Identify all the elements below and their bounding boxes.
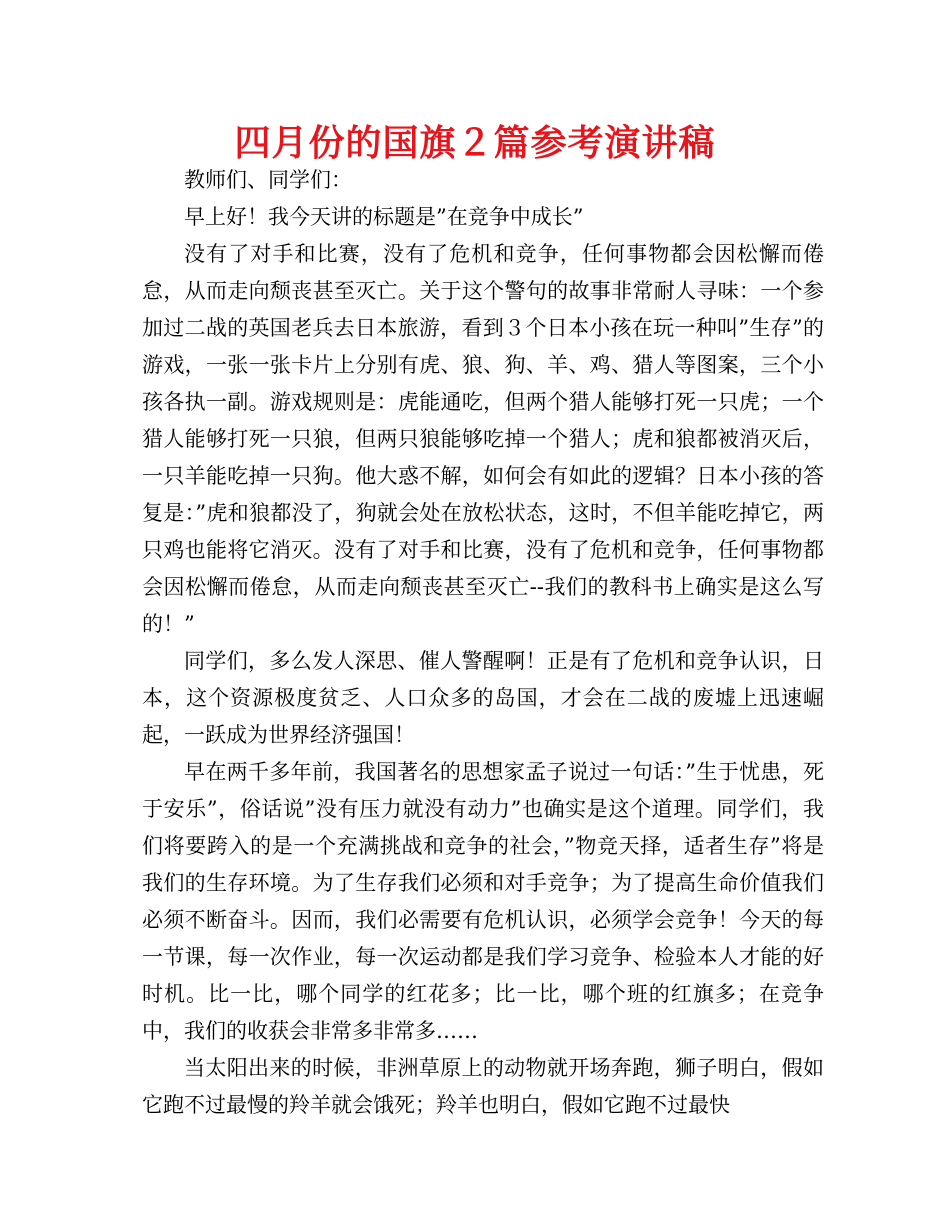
- paragraph-reflection: 同学们，多么发人深思、催人警醒啊！正是有了危机和竞争认识，日本，这个资源极度贫乏、人口众多的岛国，才会在二战的废墟上迅速崛起，一跃成为世界经济强国！: [142, 649, 824, 747]
- document-body: [142, 162, 824, 1124]
- paragraph-savanna: 当太阳出来的时候，非洲草原上的动物就开场奔跑，狮子明白，假如它跑不过最慢的羚羊就会饿死；羚羊也明白，假如它跑不过最快: [142, 1056, 824, 1117]
- paragraph-story: 没有了对手和比赛，没有了危机和竞争，任何事物都会因松懈而倦怠，从而走向颓丧甚至灭亡。关于这个警句的故事非常耐人寻味：一个参加过二战的英国老兵去日本旅游，看到３个日本小孩在玩一种叫”生存”的游戏，一张一张卡片上分别有虎、狼、狗、羊、鸡、猎人等图案，三个小孩各执一副。游戏规则是：虎能通吃，但两个猎人能够打死一只虎；一个猎人能够打死一只狼，但两只狼能够吃掉一个猎人；虎和狼都被消灭后，一只羊能吃掉一只狗。他大惑不解，如何会有如此的逻辑？日本小孩的答复是：”虎和狼都没了，狗就会处在放松状态，这时，不但羊能吃掉它，两只鸡也能将它消灭。没有了对手和比赛，没有了危机和竞争，任何事物都会因松懈而倦怠，从而走向颓丧甚至灭亡--我们的教科书上确实是这么写的！”: [142, 242, 824, 636]
- paragraph-greeting: 早上好！我今天讲的标题是”在竞争中成长”: [184, 205, 584, 229]
- paragraph-salutation: 教师们、同学们：: [184, 168, 352, 192]
- document-title: 四月份的国旗２篇参考演讲稿: [234, 123, 716, 164]
- paragraph-mencius: 早在两千多年前，我国著名的思想家孟子说过一句话：”生于忧患，死于安乐”，俗话说”没有压力就没有动力”也确实是这个道理。同学们，我们将要跨入的是一个充满挑战和竞争的社会，”物竞天择，适者生存”将是我们的生存环境。为了生存我们必须和对手竞争；为了提高生命价值我们必须不断奋斗。因而，我们必需要有危机认识，必须学会竞争！今天的每一节课，每一次作业，每一次运动都是我们学习竞争、检验本人才能的好时机。比一比，哪个同学的红花多；比一比，哪个班的红旗多；在竞争中，我们的收获会非常多非常多……: [142, 760, 824, 1043]
